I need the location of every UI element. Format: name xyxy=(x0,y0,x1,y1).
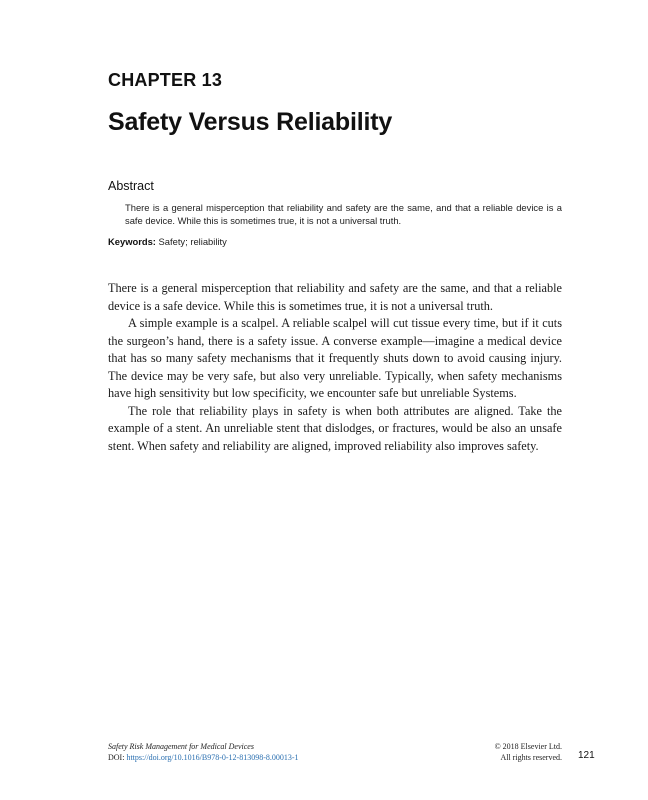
body-paragraph: A simple example is a scalpel. A reliable scalpel will cut tissue every time, but if it cuts the surgeon’s hand, there is a safety issue. A converse example—imagine a medical device that has so many safety mechanisms that it frequently shuts down to avoid causing injury. The device may be very safe, but also very unreliable. Typically, when safety mechanisms have high sensitivity but low specificity, we encounter safe but unreliable Systems. xyxy=(108,316,562,400)
doi-link[interactable]: https://doi.org/10.1016/B978-0-12-813098-8.00013-1 xyxy=(126,753,299,762)
body-paragraph: There is a general misperception that reliability and safety are the same, and that a reliable device is a safe device. While this is sometimes true, it is not a universal truth. xyxy=(108,281,562,313)
keywords-value: Safety; reliability xyxy=(158,236,227,247)
abstract-text: There is a general misperception that reliability and safety are the same, and that a reliable device is a safe device. While this is sometimes true, it is not a universal truth. xyxy=(125,202,562,226)
copyright-text: © 2018 Elsevier Ltd. xyxy=(494,742,562,751)
chapter-title: Safety Versus Reliability xyxy=(108,108,393,136)
keywords xyxy=(108,236,227,247)
doi-label: DOI: xyxy=(108,753,127,762)
rights-text: All rights reserved. xyxy=(500,753,562,762)
book-title: Safety Risk Management for Medical Devices xyxy=(108,742,254,751)
body-text xyxy=(108,280,562,455)
chapter-label: CHAPTER 13 xyxy=(108,70,223,90)
keywords-label: Keywords: xyxy=(108,236,156,247)
abstract-heading: Abstract xyxy=(108,179,154,193)
body-paragraph: The role that reliability plays in safety is when both attributes are aligned. Take the example of a stent. An unreliable stent that dislodges, or fractures, would be also an unsafe stent. When safety and reliability are aligned, improved reliability also improves safety. xyxy=(108,403,562,453)
footer-citation xyxy=(108,741,299,763)
footer-copyright xyxy=(478,741,562,763)
page-number: 121 xyxy=(578,750,595,761)
